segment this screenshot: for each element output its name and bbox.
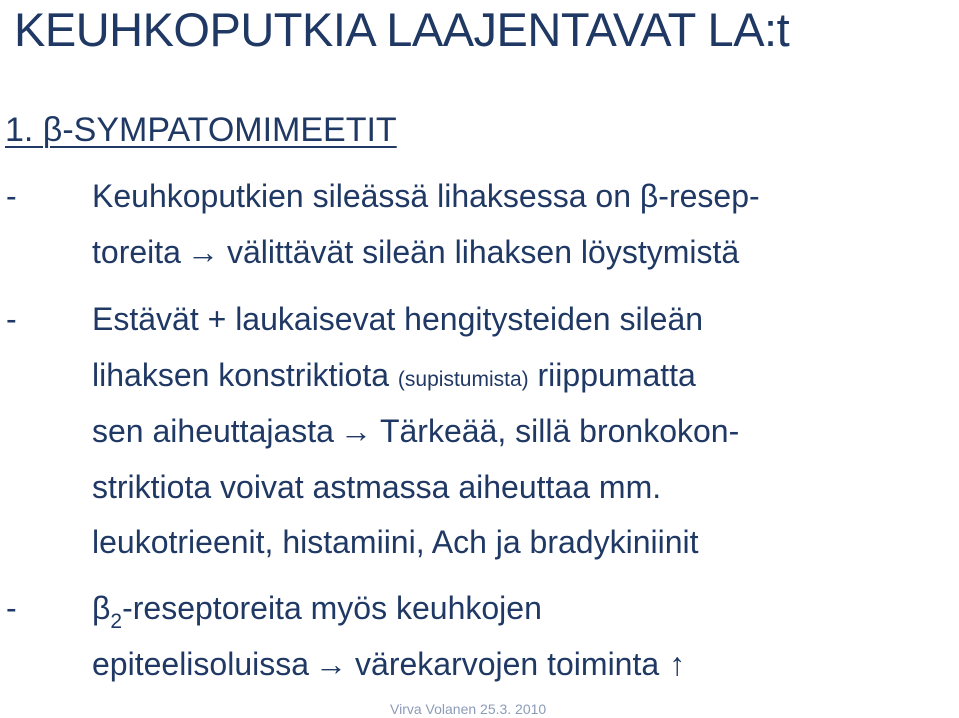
bullet-3-line-2 (92, 644, 685, 684)
bullet-1-line-2 (92, 232, 739, 272)
bullet-2-line-5: leukotrieenit, histamiini, Ach ja bradykiniinit (92, 524, 699, 560)
bullet-2-line-2-start: lihaksen konstriktiota (92, 357, 390, 393)
bullet-3-line-1-end: -reseptoreita myös keuhkojen (122, 590, 542, 626)
bullet-1-line-1: Keuhkoputkien sileässä lihaksessa on β-resep- (92, 178, 760, 214)
bullet-1-line-2-start: toreita (92, 234, 181, 270)
footer-author-date: Virva Volanen 25.3. 2010 (390, 701, 547, 717)
bullet-2-line-1: Estävät + laukaisevat hengitysteiden sileän (92, 301, 704, 337)
arrow-right-icon: → (186, 234, 219, 270)
beta-symbol: β (92, 590, 111, 626)
bullet-3-line-2-start: epiteelisoluissa (92, 646, 310, 682)
bullet-3-line-1 (92, 588, 542, 642)
arrow-right-icon: → (315, 646, 348, 682)
bullet-2-line-2 (92, 355, 696, 400)
bullet-1-line-2-end: välittävät sileän lihaksen löystymistä (226, 234, 740, 270)
bullet-3-line-2-end: värekarvojen toiminta (355, 646, 660, 682)
slide-title: KEUHKOPUTKIA LAAJENTAVAT LA:t (14, 3, 790, 56)
bullet-2-line-3 (92, 411, 739, 451)
bullet-3-marker: - (6, 590, 17, 626)
beta-subscript: 2 (110, 610, 123, 633)
arrow-up-icon: ↑ (669, 646, 686, 682)
section-heading: 1. β-SYMPATOMIMEETIT (5, 111, 397, 149)
bullet-1-marker: - (6, 178, 17, 214)
bullet-2-line-2-end: riippumatta (537, 357, 696, 393)
bullet-2-line-4: striktiota voivat astmassa aiheuttaa mm. (92, 469, 662, 505)
arrow-right-icon: → (339, 413, 372, 449)
bullet-2-line-3-end: Tärkeää, sillä bronkokon- (379, 413, 740, 449)
bullet-2-line-3-start: sen aiheuttajasta (92, 413, 334, 449)
bullet-2-line-2-note: (supistumista) (397, 368, 529, 391)
bullet-2-marker: - (6, 301, 17, 337)
